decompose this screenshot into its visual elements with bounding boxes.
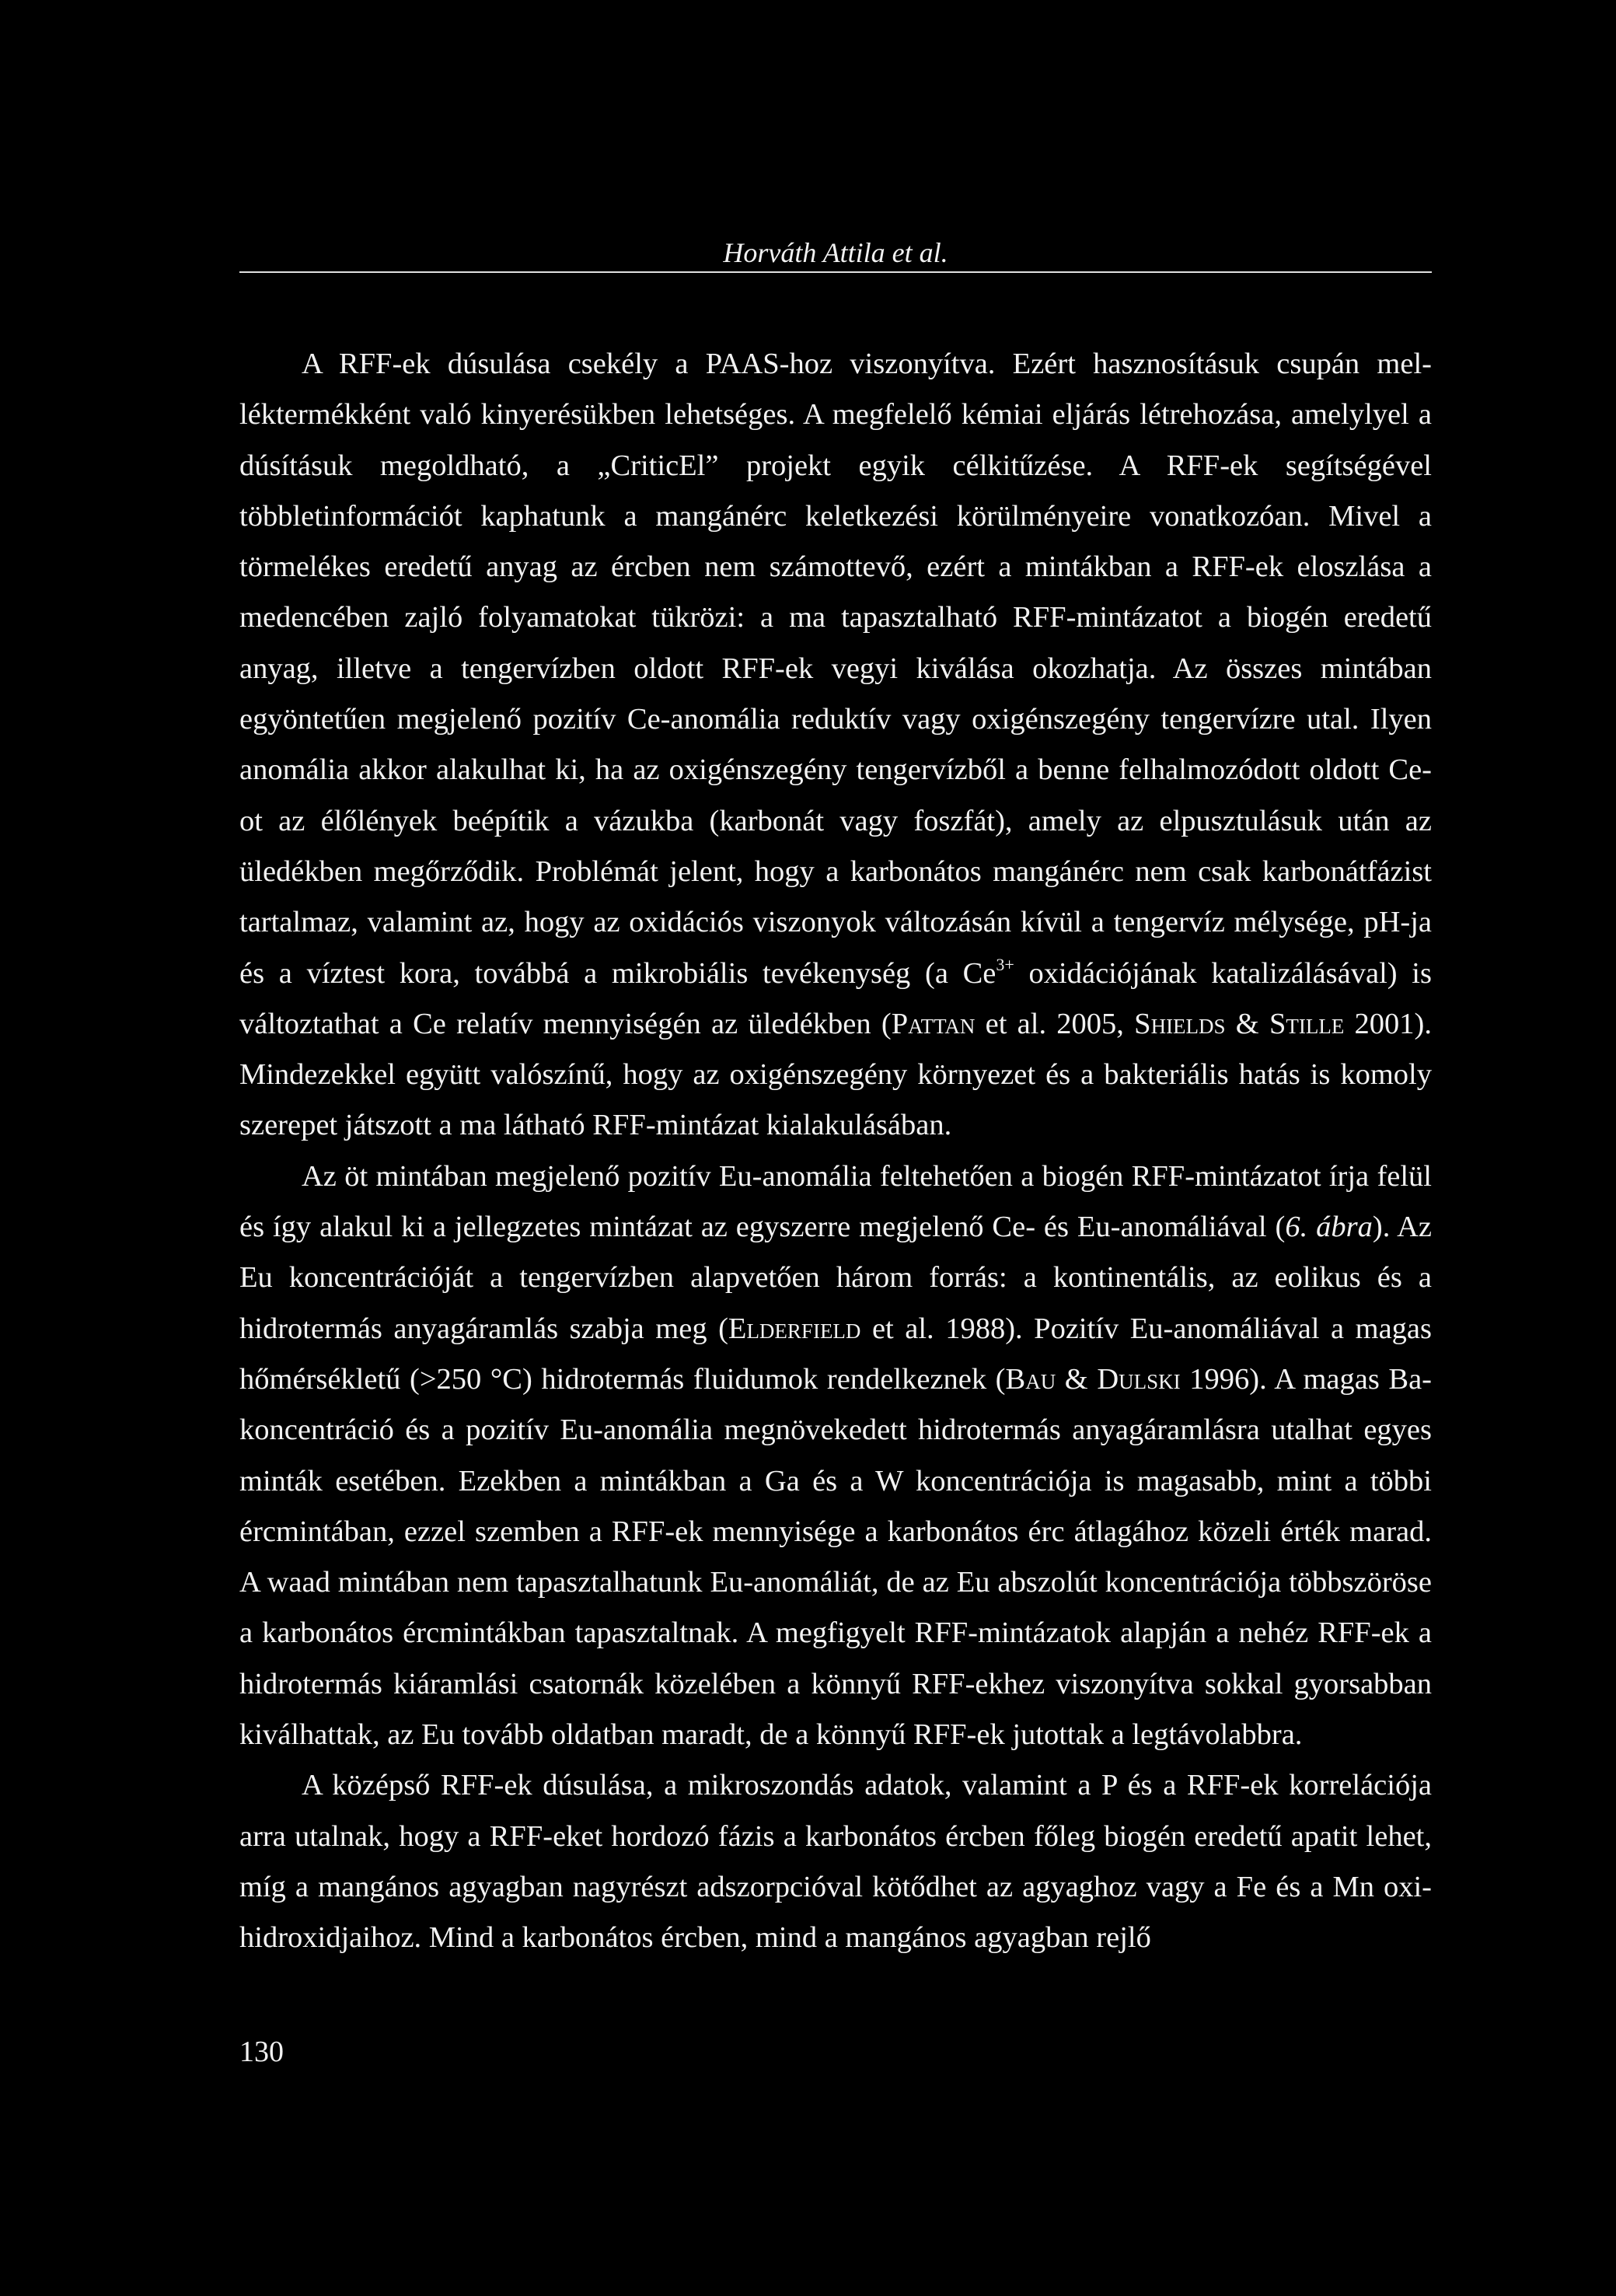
paragraph-3 xyxy=(239,1760,1432,1963)
text-run: & xyxy=(1056,1362,1098,1396)
citation-author: Dulski xyxy=(1097,1362,1181,1396)
citation-author: Shields xyxy=(1134,1007,1226,1040)
paragraph-1 xyxy=(239,339,1432,1151)
text-run: ). Az Eu koncentrációját a tengervízben alapvetően három forrás: a kontinentális, az eolikus és a hidrotermás anyagáramlás szabja meg ( xyxy=(239,1211,1432,1345)
page-number: 130 xyxy=(239,2036,284,2068)
superscript-charge: 3+ xyxy=(996,954,1014,974)
text-run: 1996). A magas Ba-koncentráció és a pozitív Eu-anomália megnövekedett hidrotermás anyagáramlásra utalhat egyes minták esetében. Ezekben a mintákban a Ga és a W koncentrációja is magasabb, mint a többi ércmintában, ezzel szemben a RFF-ek mennyisége a karbonátos érc átlagához közeli érték marad. A waad mintában nem tapasztalhatunk Eu-anomáliát, de az Eu abszolút koncentrációja többszöröse a karbonátos ércmintákban tapasztaltnak. A megfigyelt RFF-mintázatok alapján a nehéz RFF-ek a hidrotermás kiáramlási csatornák közelében a könnyű RFF-ekhez viszonyítva sokkal gyorsabban kiválhattak, az Eu tovább oldatban maradt, de a könnyű RFF-ek jutottak a legtávolabbra. xyxy=(239,1362,1433,1752)
citation-author: Pattan xyxy=(891,1007,976,1040)
running-head: Horváth Attila et al. xyxy=(723,237,948,268)
header-rule xyxy=(239,271,1432,273)
paragraph-2 xyxy=(239,1151,1432,1761)
citation-author: Elderfield xyxy=(728,1312,861,1345)
figure-reference: 6. ábra xyxy=(1285,1211,1373,1244)
text-run: 2001). Mindezekkel együtt valószínű, hogy az oxigénszegény környezet és a bakteriális hatás is komoly szerepet játszott a ma látható RFF-mintázat kialakulásában. xyxy=(239,1007,1432,1142)
text-run: et al. 1988). Pozitív Eu-anomáliával a magas hőmérsékletű (>250 °C) hidrotermás fluidumok rendelkeznek ( xyxy=(239,1312,1432,1396)
citation-author: Bau xyxy=(1005,1362,1056,1396)
text-run: et al. 2005, xyxy=(975,1007,1135,1040)
text-run: Az öt mintában megjelenő pozitív Eu-anomália feltehetően a biogén RFF-mintázatot írja felül és így alakul ki a jellegzetes mintázat az egyszerre megjelenő Ce- és Eu-anomáliával ( xyxy=(239,1159,1432,1244)
text-run: & xyxy=(1225,1007,1269,1040)
text-run: A középső RFF-ek dúsulása, a mikroszondás adatok, valamint a P és a RFF-ek korrelációja arra utalnak, hogy a RFF-eket hordozó fázis a karbonátos ércben főleg biogén eredetű apatit lehet, míg a mangános agyagban nagyrészt adszorpcióval kötődhet az agyaghoz vagy a Fe és a Mn oxi-hidroxidjaihoz. Mind a karbonátos ércben, mind a mangános agyagban rejlő xyxy=(239,1769,1432,1955)
citation-author: Stille xyxy=(1269,1007,1345,1040)
text-run: oxidációjának katalizálásával) is változtathat a Ce relatív mennyiségén az üledékben ( xyxy=(239,956,1432,1040)
text-run: A RFF-ek dúsulása csekély a PAAS-hoz viszonyítva. Ezért hasznosításuk csupán melléktermékként való kinyerésükben lehetséges. A megfelelő kémiai eljárás létrehozása, amelylyel a dúsításuk megoldható, a „CriticEl” projekt egyik célkitűzése. A RFF-ek segítségével többletinformációt kaphatunk a mangánérc keletkezési körülményeire vonatkozóan. Mivel a törmelékes eredetű anyag az ércben nem számottevő, ezért a mintákban a RFF-ek eloszlása a medencében zajló folyamatokat tükrözi: a ma tapasztalható RFF-mintázatot a biogén eredetű anyag, illetve a tengervízben oldott RFF-ek vegyi kiválása okozhatja. Az összes mintában egyöntetűen megjelenő pozitív Ce-anomália reduktív vagy oxigénszegény tengervízre utal. Ilyen anomália akkor alakulhat ki, ha az oxigénszegény tengervízből a benne felhalmozódott oldott Ce-ot az élőlények beépítik a vázukba (karbonát vagy foszfát), amely az elpusztulásuk után az üledékben megőrződik. Problémát jelent, hogy a karbonátos mangánérc nem csak karbonátfázist tartalmaz, valamint az, hogy az oxidációs viszonyok változásán kívül a tengervíz mélysége, pH-ja és a víztest kora, továbbá a mikrobiális tevékenység (a Ce xyxy=(239,348,1432,990)
body-text xyxy=(239,339,1432,1964)
